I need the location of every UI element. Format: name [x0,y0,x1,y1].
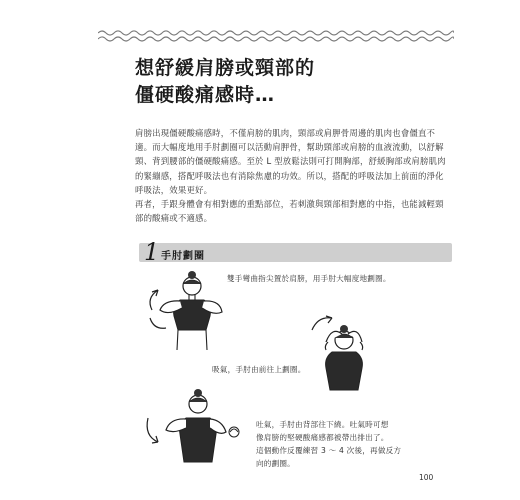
page-number: 100 [419,473,434,482]
intro-paragraph-2: 再者，手跟身體會有相對應的重點部位，若刺激與頸部相對應的中指，也能減輕頸部的酸痛或不適感。 [135,199,444,224]
step-3-caption-line-2: 像肩膀的堅硬酸痛感都被帶出排出了。 [256,433,389,442]
step-3-caption-line-1: 吐氣，手肘由背部往下繞。吐氣時可想 [256,420,389,429]
illustration-elbow-down [142,388,254,468]
step-1-caption: 雙手彎曲指尖置於肩膀，用手肘大幅度地劃圈。 [227,274,391,283]
section-number: 1 [144,238,160,266]
title-line-2: 僵硬酸痛感時… [135,84,276,106]
intro-paragraph-1: 肩膀出現僵硬酸痛感時，不僅肩膀的肌肉，頸部或肩胛骨周邊的肌肉也會僵直不適。而大幅度地用手肘劃圈可以活動肩胛骨，幫助頸部或肩膀的血液流動，以舒解頸、背到腰部的僵硬酸痛感。至於 L 型放鬆法則可打開胸部，舒緩胸部或肩膀肌肉的緊繃感，搭配呼吸法也有消除焦慮的功效。所以，搭配的呼吸法加上前面的淨化呼吸法，效果更好。 [135,128,446,195]
step-3-caption-line-4: 向的劃圈。 [256,459,295,468]
illustration-elbow-up [296,310,376,395]
illustration-elbow-circle [142,270,232,352]
decorative-wave-divider [98,29,454,43]
step-3-caption-line-3: 這個動作反覆練習 3 ～ 4 次後，再做反方 [256,446,402,455]
intro-text [135,126,450,225]
step-3-caption [256,418,432,470]
title-line-1: 想舒緩肩膀或頸部的 [135,57,316,79]
page-title [135,55,315,109]
section-title: 手肘劃圈 [161,251,205,262]
step-2-caption: 吸氣，手肘由前往上劃圈。 [212,365,306,374]
